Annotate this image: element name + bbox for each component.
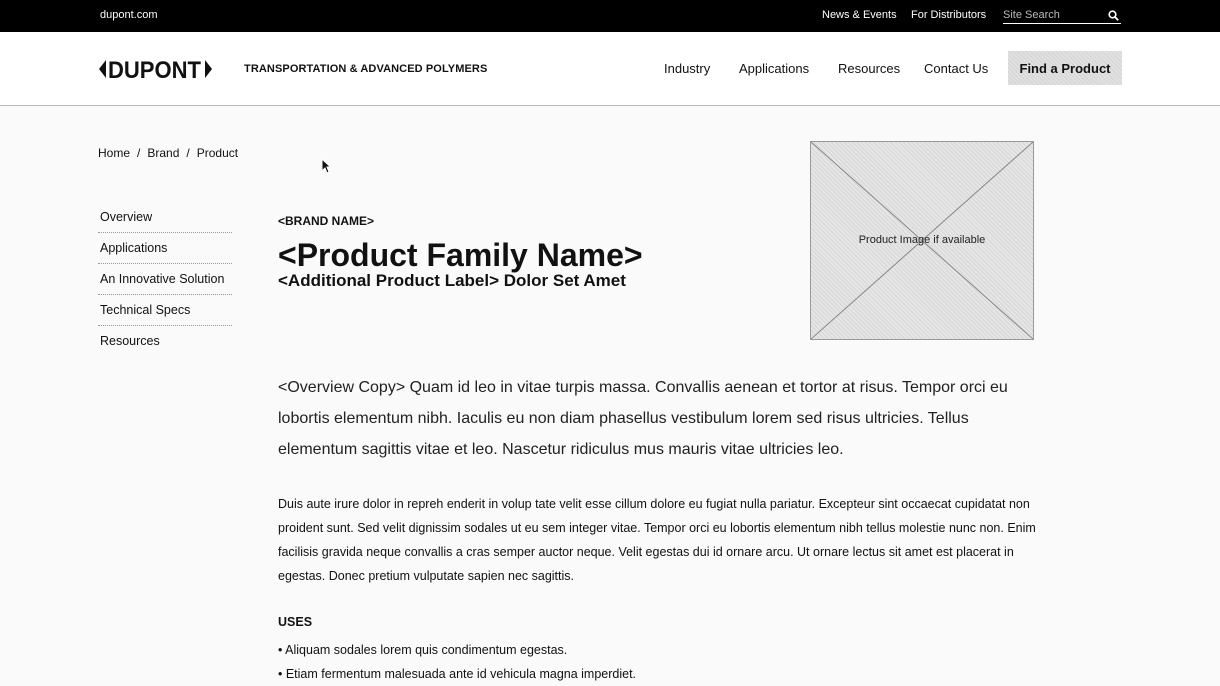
product-image-placeholder	[810, 141, 1034, 340]
breadcrumb-home[interactable]: Home	[98, 146, 131, 160]
body-copy: Duis aute irure dolor in repreh enderit in volup tate velit esse cillum dolore eu fugiat nulla pariatur. Excepteur sint occaecat cupidatat non proident sunt. Sed velit dignissim sodales ut eu sem integer vitae. Tempor orci eu lobortis elementum nibh tellus molestie nunc non. Enim facilisis gravida neque convallis a cras semper auctor neque. Velit egestas dui id ornare arcu. Ut ornare lectus sit amet est placerat in egestas. Donec pretium vulputate sapien nec sagittis.	[278, 497, 1036, 583]
main-header	[0, 32, 1220, 106]
uses-heading: USES	[278, 615, 313, 629]
breadcrumb	[98, 146, 238, 160]
breadcrumb-separator: /	[137, 146, 141, 160]
breadcrumb-product[interactable]: Product	[196, 146, 239, 160]
distributors-link[interactable]: For Distributors	[911, 9, 987, 21]
section-nav-technical-specs[interactable]: Technical Specs	[98, 295, 232, 326]
utility-bar	[0, 0, 1220, 32]
nav-resources[interactable]: Resources	[838, 61, 901, 76]
tagline: TRANSPORTATION & ADVANCED POLYMERS	[244, 63, 488, 75]
overview-copy: <Overview Copy> Quam id leo in vitae turpis massa. Convallis aenean et tortor at risus. Tempor orci eu lobortis elementum nibh. Iaculis eu non diam phasellus vestibulum lorem sed risus ultricies. Tellus elementum sagittis vitae et leo. Nascetur ridiculus mus mauris vitae ultricies leo.	[278, 379, 1008, 458]
product-image-caption: Product Image if available	[858, 234, 986, 246]
section-nav-resources[interactable]: Resources	[100, 334, 160, 348]
uses-item: • Aliquam sodales lorem quis condimentum egestas.	[278, 643, 568, 657]
product-family-name: <Product Family Name>	[278, 237, 643, 273]
news-events-link[interactable]: News & Events	[822, 9, 897, 21]
dupont-logo[interactable]	[99, 54, 213, 89]
product-label: <Additional Product Label> Dolor Set Amet	[278, 271, 626, 290]
nav-contact-us[interactable]: Contact Us	[924, 61, 989, 76]
section-nav	[98, 202, 232, 356]
uses-list	[278, 638, 978, 686]
nav-applications[interactable]: Applications	[739, 61, 810, 76]
site-search	[1003, 7, 1121, 24]
mouse-pointer-icon	[321, 158, 331, 179]
section-nav-overview[interactable]: Overview	[98, 202, 232, 233]
search-icon[interactable]	[1108, 10, 1119, 24]
svg-text:DUPONT: DUPONT	[108, 57, 202, 84]
site-link[interactable]: dupont.com	[100, 9, 158, 21]
breadcrumb-separator: /	[186, 146, 190, 160]
uses-item: • Etiam fermentum malesuada ante id vehicula magna imperdiet.	[278, 667, 637, 681]
breadcrumb-brand[interactable]: Brand	[147, 146, 180, 160]
section-nav-applications[interactable]: Applications	[98, 233, 232, 264]
brand-name: <BRAND NAME>	[278, 214, 375, 228]
nav-industry[interactable]: Industry	[664, 61, 711, 76]
find-product-button[interactable]: Find a Product	[1008, 51, 1122, 85]
section-nav-innovative-solution[interactable]: An Innovative Solution	[98, 264, 232, 295]
search-input[interactable]	[1003, 9, 1103, 21]
